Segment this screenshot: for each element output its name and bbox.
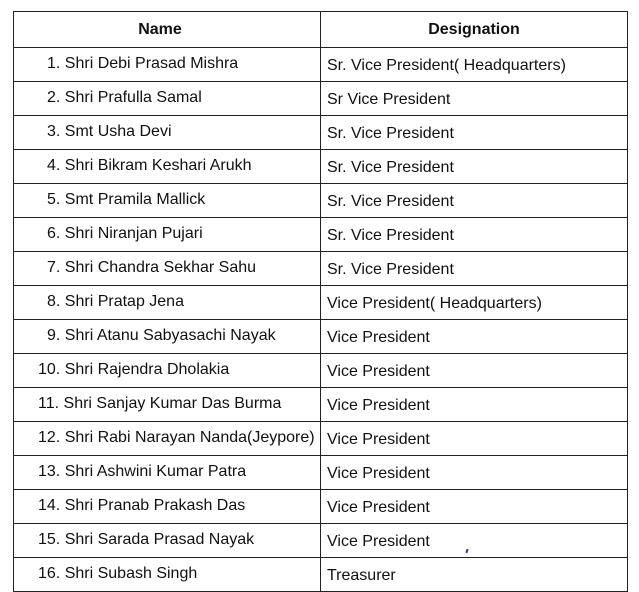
office-bearers-table: [13, 11, 628, 592]
designation-cell: Sr Vice President: [321, 82, 628, 116]
designation-cell: Sr. Vice President: [321, 116, 628, 150]
designation-cell: Sr. Vice President: [321, 218, 628, 252]
name-cell: [14, 558, 321, 592]
designation-cell: Vice President: [321, 524, 628, 558]
row-number: 1.: [47, 55, 61, 72]
member-name: Shri Subash Singh: [64, 565, 198, 582]
table-body: [14, 48, 628, 592]
table-row: [14, 388, 628, 422]
row-number: 7.: [47, 259, 61, 276]
member-name: Shri Pratap Jena: [64, 293, 184, 310]
name-cell: [14, 490, 321, 524]
table-row: [14, 422, 628, 456]
designation-cell: Vice President: [321, 422, 628, 456]
designation-cell: Sr. Vice President: [321, 184, 628, 218]
row-number: 15.: [38, 531, 61, 548]
designation-cell: Sr. Vice President: [321, 252, 628, 286]
name-cell: [14, 320, 321, 354]
member-name: Shri Niranjan Pujari: [64, 225, 203, 242]
row-number: 10.: [38, 361, 61, 378]
name-cell: [14, 354, 321, 388]
row-number: 6.: [47, 225, 61, 242]
name-cell: [14, 422, 321, 456]
member-name: Shri Chandra Sekhar Sahu: [64, 259, 257, 276]
table-row: [14, 286, 628, 320]
name-cell: [14, 218, 321, 252]
designation-cell: Treasurer: [321, 558, 628, 592]
row-number: 14.: [38, 497, 61, 514]
member-name: Shri Atanu Sabyasachi Nayak: [64, 327, 276, 344]
designation-cell: Vice President: [321, 388, 628, 422]
row-number: 12.: [38, 429, 61, 446]
table-row: [14, 150, 628, 184]
row-number: 13.: [38, 463, 61, 480]
name-cell: [14, 150, 321, 184]
designation-cell: Vice President: [321, 456, 628, 490]
table-row: [14, 320, 628, 354]
name-cell: [14, 388, 321, 422]
table-row: [14, 184, 628, 218]
member-name: Shri Sarada Prasad Nayak: [64, 531, 255, 548]
name-cell: [14, 48, 321, 82]
row-number: 5.: [47, 191, 61, 208]
designation-cell: Vice President( Headquarters): [321, 286, 628, 320]
name-cell: [14, 286, 321, 320]
designation-cell: Vice President: [321, 320, 628, 354]
name-cell: [14, 82, 321, 116]
name-column-header: Name: [14, 12, 321, 48]
table-row: [14, 524, 628, 558]
member-name: Shri Rajendra Dholakia: [64, 361, 230, 378]
row-number: 16.: [38, 565, 61, 582]
row-number: 11.: [38, 395, 60, 412]
member-name: Shri Sanjay Kumar Das Burma: [63, 395, 282, 412]
table-row: [14, 218, 628, 252]
table-row: [14, 116, 628, 150]
designation-cell: Vice President: [321, 354, 628, 388]
member-name: Shri Debi Prasad Mishra: [64, 55, 239, 72]
row-number: 4.: [47, 157, 61, 174]
member-name: Shri Pranab Prakash Das: [64, 497, 246, 514]
member-name: Shri Rabi Narayan Nanda(Jeypore): [64, 429, 315, 446]
table-row: [14, 456, 628, 490]
table-row: [14, 82, 628, 116]
table-header: [14, 12, 628, 48]
designation-cell: Sr. Vice President: [321, 150, 628, 184]
table-row: [14, 48, 628, 82]
member-name: Smt Usha Devi: [64, 123, 172, 140]
table-row: [14, 354, 628, 388]
row-number: 9.: [47, 327, 61, 344]
designation-cell: Vice President: [321, 490, 628, 524]
table-row: [14, 558, 628, 592]
name-cell: [14, 456, 321, 490]
name-cell: [14, 184, 321, 218]
member-name: Smt Pramila Mallick: [64, 191, 206, 208]
table-row: [14, 252, 628, 286]
name-cell: [14, 524, 321, 558]
name-cell: [14, 116, 321, 150]
row-number: 3.: [47, 123, 61, 140]
name-cell: [14, 252, 321, 286]
member-name: Shri Prafulla Samal: [64, 89, 202, 106]
member-name: Shri Bikram Keshari Arukh: [64, 157, 252, 174]
designation-column-header: Designation: [321, 12, 628, 48]
table-row: [14, 490, 628, 524]
row-number: 2.: [47, 89, 61, 106]
designation-cell: Sr. Vice President( Headquarters): [321, 48, 628, 82]
header-row: [14, 12, 628, 48]
member-name: Shri Ashwini Kumar Patra: [64, 463, 247, 480]
row-number: 8.: [47, 293, 61, 310]
